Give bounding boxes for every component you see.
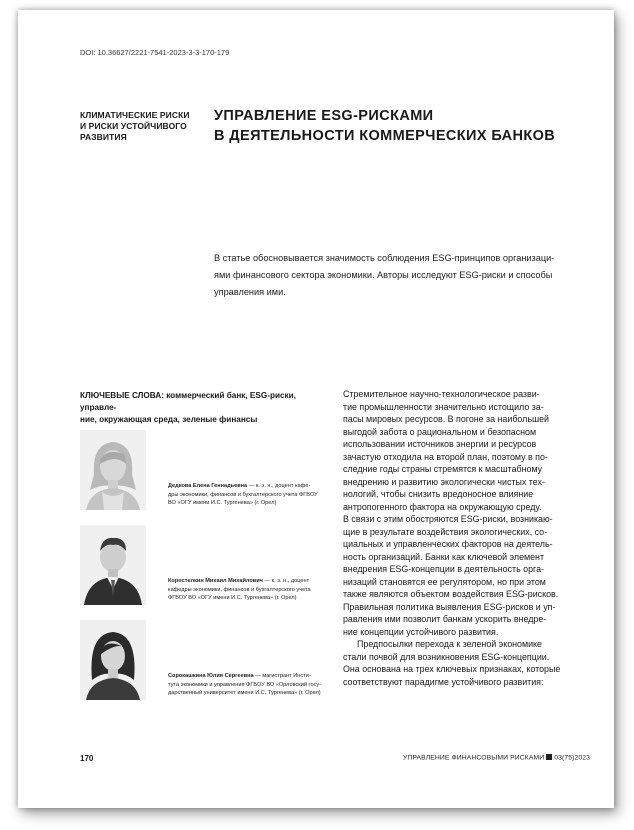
author-name: Коростелкин Михаил Михайлович: [168, 578, 263, 585]
body-line: использовании источников энергии и ресурсов: [343, 439, 537, 449]
rubric-line: КЛИМАТИЧЕСКИЕ РИСКИ: [80, 110, 190, 120]
author-affiliation: ФГБОУ ВО «ОГУ имени И.С. Тургенева» (г. Орел): [168, 595, 297, 602]
author-affiliation: дры экономики, финансов и бухгалтерского учета ФГБОУ: [168, 491, 318, 498]
abstract-line: В статье обосновывается значимость соблюдения ESG-принципов организаци-: [214, 253, 555, 263]
doi: DOI: 10.36627/2221-7541-2023-3-3-170-179: [80, 48, 230, 57]
author-card: [80, 525, 330, 605]
author-info: [168, 577, 338, 603]
author-affiliation: кафедры экономики, финансов и бухгалтерского учета: [168, 586, 311, 593]
portrait-woman-icon: [80, 620, 146, 700]
body-line: тие промышленности значительно истощило за-: [343, 401, 544, 412]
rubric-line: И РИСКИ УСТОЙЧИВОГО: [80, 121, 187, 131]
body-line: циальных и управленческих факторов на деятель-: [343, 539, 553, 549]
rubric: [80, 110, 200, 143]
rubric-line: РАЗВИТИЯ: [80, 132, 127, 142]
body-line: зачастую отходила на второй план, поэтому в по-: [343, 451, 548, 462]
abstract: [214, 250, 594, 301]
body-paragraph: [343, 638, 601, 688]
body-line: стали почвой для возникновения ESG-концепции.: [343, 651, 550, 662]
page-number: 170: [80, 754, 94, 763]
author-degree: — к. э. н., доцент: [262, 578, 310, 585]
author-photo: [80, 525, 146, 605]
author-affiliation: тута экономики и управления ФГБОУ ВО «Орловский госу-: [168, 681, 322, 688]
body-line: ность организаций. Банки как ключевой элемент: [343, 551, 545, 562]
body-line: нологий, чтобы снизить вредоносное влияние: [343, 489, 534, 499]
body-line: внедрения ESG-концепции в деятельность орга-: [343, 564, 544, 574]
author-affiliation: дарственный университет имени И.С. Тургенева» (г. Орел): [168, 690, 321, 697]
journal-name: УПРАВЛЕНИЕ ФИНАНСОВЫМИ РИСКАМИ: [402, 754, 545, 762]
portrait-woman-icon: [80, 430, 146, 510]
body-line: следние годы страны стремятся к масштабному: [343, 464, 543, 474]
author-degree: — магистрант Инсти-: [253, 673, 311, 680]
body-line: Предпосылки перехода к зеленой экономике: [357, 639, 542, 649]
body-line: низаций становятся ее регулятором, но при этом: [343, 576, 546, 587]
portrait-man-icon: [80, 525, 146, 605]
square-icon: [546, 754, 552, 760]
body-line: равления ими позволит банкам ускорить внедре-: [343, 614, 547, 624]
journal-issue: 03(75)2023: [554, 754, 590, 762]
abstract-line: ями финансового сектора экономики. Авторы исследуют ESG-риски и способы: [214, 270, 553, 280]
author-affiliation: ВО «ОГУ имени И.С. Тургенева» (г. Орел): [168, 500, 277, 507]
author-info: [168, 482, 338, 508]
author-name: Сорокашкина Юлия Сергеевна: [168, 673, 254, 680]
title-line: В ДЕЯТЕЛЬНОСТИ КОММЕРЧЕСКИХ БАНКОВ: [214, 128, 556, 144]
body-line: Правильная политика выявления ESG-рисков и уп-: [343, 601, 556, 612]
body-line: Стремительное научно-технологическое разви-: [343, 389, 540, 399]
body-paragraph: [343, 388, 601, 638]
body-line: соответствуют парадигме устойчивого развития:: [343, 676, 544, 687]
author-card: [80, 620, 330, 700]
article-title: [214, 106, 594, 146]
author-info: [168, 672, 338, 698]
author-degree: — к. э. н., доцент кафе-: [247, 483, 311, 490]
body-line: Она основана на трех ключевых признаках, которые: [343, 664, 561, 674]
page-sheet: [18, 10, 614, 808]
keywords: [80, 390, 330, 426]
author-photo: [80, 430, 146, 510]
article-body: [343, 388, 601, 688]
body-line: пасы мировых ресурсов. В погоне за наибольшей: [343, 414, 549, 424]
running-footer: [403, 754, 590, 762]
author-card: [80, 430, 330, 510]
body-line: внедрению и развитию экологически чистых тех-: [343, 476, 545, 487]
body-line: В связи с этим обостряются ESG-риски, возникаю-: [343, 514, 553, 524]
title-line: УПРАВЛЕНИЕ ESG-РИСКАМИ: [214, 108, 434, 124]
body-line: антропогенного фактора на окружающую среду.: [343, 501, 542, 512]
body-line: выгодой забота о рациональном и безопасном: [343, 426, 537, 437]
keywords-line: ние, окружающая среда, зеленые финансы: [80, 415, 258, 424]
keywords-line: КЛЮЧЕВЫЕ СЛОВА: коммерческий банк, ESG-риски, управле-: [80, 391, 296, 412]
author-photo: [80, 620, 146, 700]
body-line: ние концепции устойчивого развития.: [343, 626, 499, 637]
abstract-line: управления ими.: [214, 287, 286, 297]
body-line: также являются объектом воздействия ESG-рисков.: [343, 589, 559, 599]
body-line: щие в результате воздействия экологических, со-: [343, 526, 548, 537]
author-name: Дедкова Елена Геннадьевна: [168, 483, 248, 490]
